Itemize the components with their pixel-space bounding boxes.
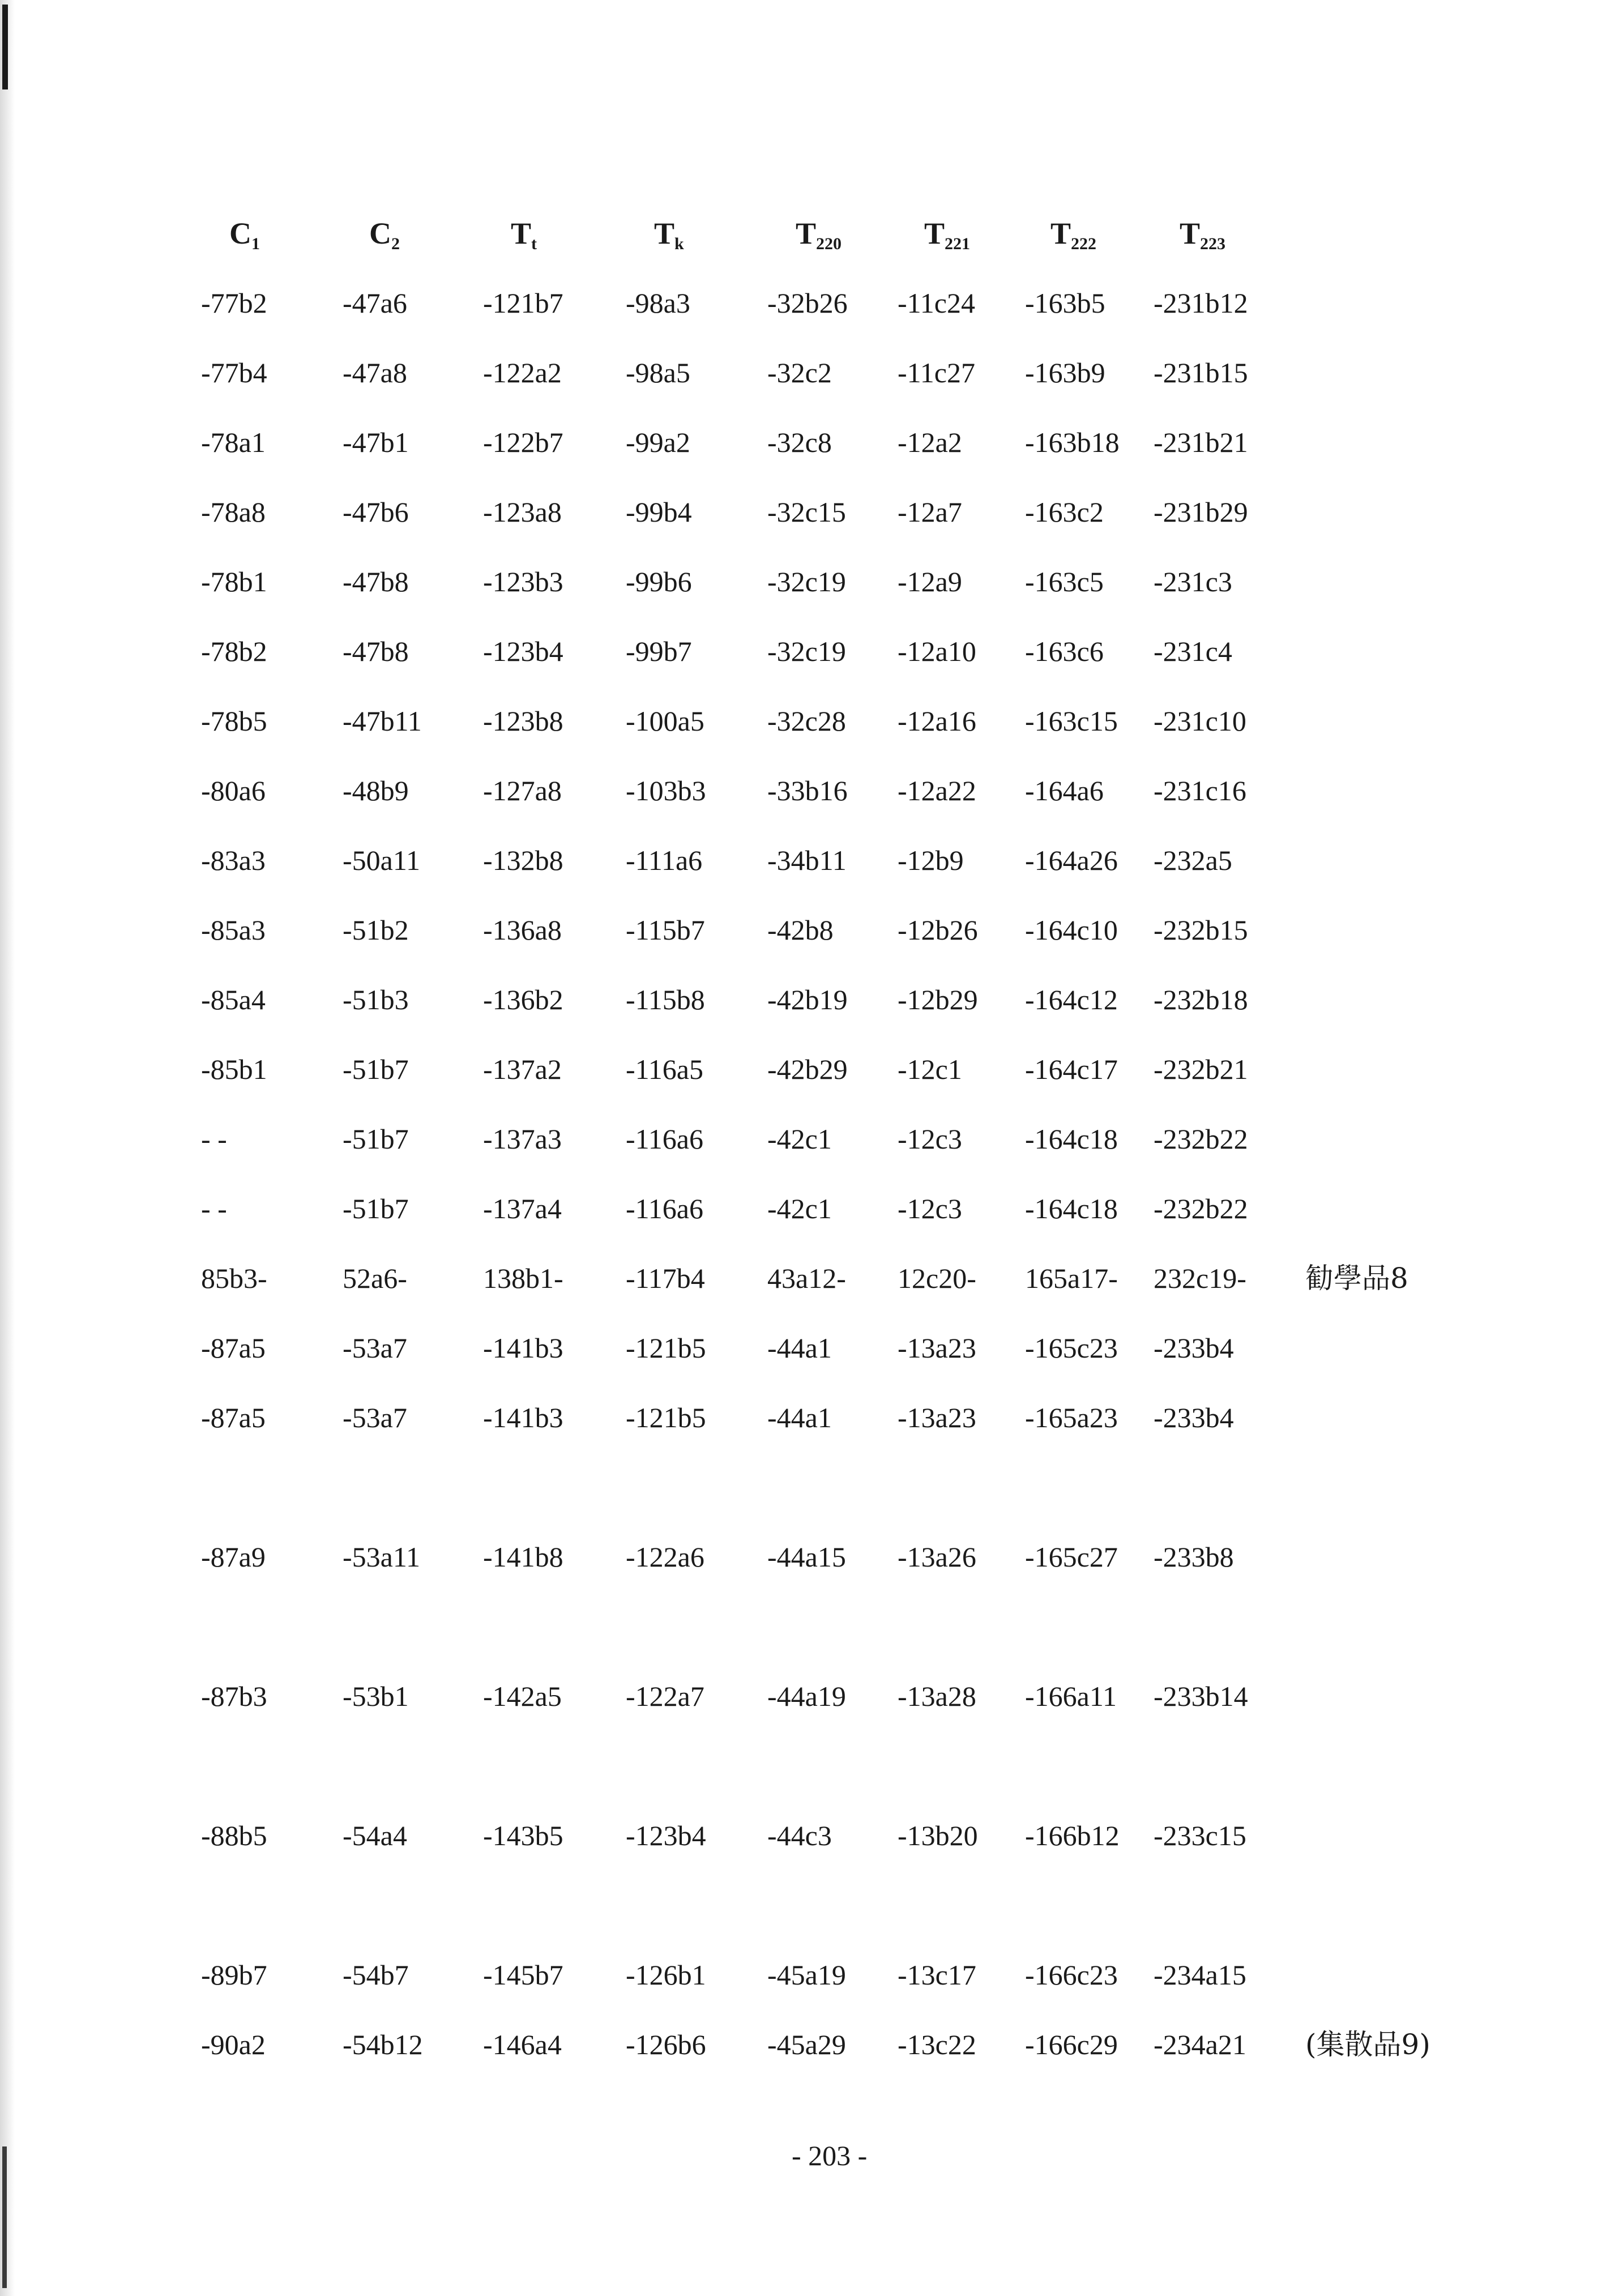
- table-cell: -85a4: [201, 984, 266, 1015]
- table-cell: -32c19: [767, 635, 846, 667]
- table-cell: -44a19: [767, 1680, 846, 1712]
- table-cell: -163c15: [1025, 705, 1118, 737]
- table-cell: -127a8: [483, 775, 562, 806]
- table-cell: -164a6: [1025, 775, 1104, 806]
- table-cell: -166b12: [1025, 1820, 1120, 1851]
- table-cell: -145b7: [483, 1959, 563, 1991]
- table-cell: -122a6: [626, 1541, 704, 1573]
- table-cell: 12c20-: [898, 1262, 976, 1294]
- table-cell: -233b8: [1154, 1541, 1234, 1573]
- table-cell: -231b29: [1154, 496, 1248, 528]
- table-cell: -47b1: [343, 426, 409, 458]
- column-header-subscript: 223: [1200, 234, 1226, 253]
- table-cell: -99b6: [626, 566, 692, 598]
- table-cell: -89b7: [201, 1959, 267, 1991]
- column-header: [654, 215, 684, 262]
- table-cell: -126b1: [626, 1959, 706, 1991]
- table-cell: -12a2: [898, 426, 962, 458]
- table-cell: -32c2: [767, 357, 832, 389]
- column-header-subscript: 222: [1071, 234, 1097, 253]
- table-cell: -136b2: [483, 984, 563, 1015]
- table-cell: -231c16: [1154, 775, 1246, 806]
- table-cell: -12a22: [898, 775, 976, 806]
- table-cell: -163c6: [1025, 635, 1104, 667]
- table-cell: -164c18: [1025, 1123, 1118, 1155]
- table-cell: -165c27: [1025, 1541, 1118, 1573]
- table-cell: -78a8: [201, 496, 266, 528]
- table-cell: -121b5: [626, 1332, 706, 1364]
- column-header-base: T: [511, 216, 532, 250]
- table-cell: -11c24: [898, 287, 975, 319]
- table-cell: -231b21: [1154, 426, 1248, 458]
- table-cell: -13c22: [898, 2029, 976, 2060]
- table-cell: -12a9: [898, 566, 962, 598]
- table-cell: -44c3: [767, 1820, 832, 1851]
- table-cell: -45a19: [767, 1959, 846, 1991]
- table-cell: -137a2: [483, 1053, 562, 1085]
- table-cell: -123b8: [483, 705, 563, 737]
- table-cell: -166c29: [1025, 2029, 1118, 2060]
- column-header: [924, 215, 970, 262]
- table-cell: -53b1: [343, 1680, 409, 1712]
- column-header: [1050, 215, 1096, 262]
- table-cell: 52a6-: [343, 1262, 407, 1294]
- table-cell: -32c8: [767, 426, 832, 458]
- table-cell: -231c3: [1154, 566, 1232, 598]
- table-cell: -83a3: [201, 844, 266, 876]
- table-cell: -87b3: [201, 1680, 267, 1712]
- table-cell: -88b5: [201, 1820, 267, 1851]
- table-cell: -13a26: [898, 1541, 976, 1573]
- table-cell: -33b16: [767, 775, 848, 806]
- table-cell: -47b8: [343, 635, 409, 667]
- table-cell: -164c18: [1025, 1193, 1118, 1224]
- table-cell: -141b3: [483, 1332, 563, 1364]
- page-number: - 203 -: [792, 2140, 868, 2171]
- table-cell: -53a7: [343, 1332, 407, 1364]
- table-cell: -13c17: [898, 1959, 976, 1991]
- table-cell: -164c10: [1025, 914, 1118, 946]
- table-cell: -51b3: [343, 984, 409, 1015]
- column-header: [1180, 215, 1225, 262]
- table-cell: -48b9: [343, 775, 409, 806]
- table-cell: -116a6: [626, 1193, 703, 1224]
- table-cell: -233b14: [1154, 1680, 1248, 1712]
- table-cell: -233b4: [1154, 1402, 1234, 1433]
- column-header-base: C: [369, 216, 391, 250]
- table-cell: -137a4: [483, 1193, 562, 1224]
- table-cell: -12b26: [898, 914, 978, 946]
- table-cell: 138b1-: [483, 1262, 563, 1294]
- table-cell: -12a10: [898, 635, 976, 667]
- table-cell: -47b6: [343, 496, 409, 528]
- table-cell: -121b5: [626, 1402, 706, 1433]
- table-cell: -164a26: [1025, 844, 1118, 876]
- scan-edge: [0, 0, 15, 2296]
- table-cell: -51b2: [343, 914, 409, 946]
- column-header-subscript: 1: [251, 234, 260, 253]
- table-cell: -12b29: [898, 984, 978, 1015]
- column-header-base: T: [796, 216, 817, 250]
- table-cell: -99b4: [626, 496, 692, 528]
- table-cell: -42c1: [767, 1193, 832, 1224]
- table-cell: -12b9: [898, 844, 964, 876]
- table-cell: -13a23: [898, 1332, 976, 1364]
- table-cell: -87a5: [201, 1332, 266, 1364]
- table-cell: -77b4: [201, 357, 267, 389]
- table-cell: -78b2: [201, 635, 267, 667]
- table-cell: -45a29: [767, 2029, 846, 2060]
- table-cell: -98a5: [626, 357, 690, 389]
- table-cell: -11c27: [898, 357, 975, 389]
- table-cell: -164c17: [1025, 1053, 1118, 1085]
- table-cell: -54b12: [343, 2029, 423, 2060]
- table-cell: -32c28: [767, 705, 846, 737]
- table-cell: -44a1: [767, 1332, 832, 1364]
- table-cell: - -: [201, 1193, 227, 1224]
- table-cell: -146a4: [483, 2029, 562, 2060]
- table-cell: -165a23: [1025, 1402, 1118, 1433]
- table-cell: -122a7: [626, 1680, 704, 1712]
- table-cell: -51b7: [343, 1123, 409, 1155]
- table-cell: -42b19: [767, 984, 848, 1015]
- column-header-subscript: 2: [391, 234, 400, 253]
- table-cell: -136a8: [483, 914, 562, 946]
- table-cell: -116a6: [626, 1123, 703, 1155]
- table-cell: -163b9: [1025, 357, 1105, 389]
- column-header-base: T: [654, 216, 675, 250]
- column-header-base: C: [229, 216, 251, 250]
- table-cell: -12c3: [898, 1193, 962, 1224]
- table-cell: -143b5: [483, 1820, 563, 1851]
- table-cell: -103b3: [626, 775, 706, 806]
- table-cell: -164c12: [1025, 984, 1118, 1015]
- column-header: [369, 215, 400, 262]
- table-cell: -232b22: [1154, 1123, 1248, 1155]
- table-cell: -163b5: [1025, 287, 1105, 319]
- table-cell: -165c23: [1025, 1332, 1118, 1364]
- table-cell: -231b12: [1154, 287, 1248, 319]
- column-header-subscript: 221: [945, 234, 971, 253]
- row-note: (集散品9): [1305, 2028, 1430, 2061]
- table-cell: -53a11: [343, 1541, 420, 1573]
- table-cell: -90a2: [201, 2029, 266, 2060]
- table-cell: -42c1: [767, 1123, 832, 1155]
- table-cell: -32c15: [767, 496, 846, 528]
- table-cell: -13b20: [898, 1820, 978, 1851]
- table-cell: -54a4: [343, 1820, 407, 1851]
- table-cell: -115b8: [626, 984, 705, 1015]
- table-cell: -126b6: [626, 2029, 706, 2060]
- table-cell: -32b26: [767, 287, 848, 319]
- table-cell: -142a5: [483, 1680, 562, 1712]
- table-cell: -234a15: [1154, 1959, 1246, 1991]
- table-cell: -123a8: [483, 496, 562, 528]
- table-cell: -12a16: [898, 705, 976, 737]
- table-cell: -12c1: [898, 1053, 962, 1085]
- table-cell: -99a2: [626, 426, 690, 458]
- table-cell: -132b8: [483, 844, 563, 876]
- table-cell: - -: [201, 1123, 227, 1155]
- column-header-base: T: [924, 216, 945, 250]
- table-cell: -44a15: [767, 1541, 846, 1573]
- table-cell: -111a6: [626, 844, 703, 876]
- table-cell: -122a2: [483, 357, 562, 389]
- table-cell: -51b7: [343, 1193, 409, 1224]
- table-cell: -87a5: [201, 1402, 266, 1433]
- table-cell: -12a7: [898, 496, 962, 528]
- scan-mark-top: [2, 5, 8, 89]
- column-header-subscript: t: [531, 234, 537, 253]
- table-cell: -116a5: [626, 1053, 703, 1085]
- scan-mark-bottom: [2, 2146, 7, 2288]
- table-cell: -163c5: [1025, 566, 1104, 598]
- table-cell: -163c2: [1025, 496, 1104, 528]
- table-cell: -231c4: [1154, 635, 1232, 667]
- table-cell: -85b1: [201, 1053, 267, 1085]
- table-cell: -99b7: [626, 635, 692, 667]
- table-cell: -231b15: [1154, 357, 1248, 389]
- table-cell: 43a12-: [767, 1262, 846, 1294]
- table-cell: -78b1: [201, 566, 267, 598]
- table-cell: -141b3: [483, 1402, 563, 1433]
- table-cell: -117b4: [626, 1262, 705, 1294]
- table-cell: -54b7: [343, 1959, 409, 1991]
- column-header: [796, 215, 842, 262]
- table-cell: -12c3: [898, 1123, 962, 1155]
- table-cell: -34b11: [767, 844, 847, 876]
- table-cell: 165a17-: [1025, 1262, 1118, 1294]
- table-cell: -231c10: [1154, 705, 1246, 737]
- table-cell: -42b29: [767, 1053, 848, 1085]
- table-cell: -232b15: [1154, 914, 1248, 946]
- table-cell: -123b4: [483, 635, 563, 667]
- table-cell: -13a28: [898, 1680, 976, 1712]
- table-cell: -123b4: [626, 1820, 706, 1851]
- table-cell: -166c23: [1025, 1959, 1118, 1991]
- table-cell: -32c19: [767, 566, 846, 598]
- table-cell: -233c15: [1154, 1820, 1246, 1851]
- table-cell: -47a6: [343, 287, 407, 319]
- table-cell: -122b7: [483, 426, 563, 458]
- table-cell: -121b7: [483, 287, 563, 319]
- table-cell: -85a3: [201, 914, 266, 946]
- table-cell: -163b18: [1025, 426, 1120, 458]
- table-cell: -77b2: [201, 287, 267, 319]
- table-cell: -115b7: [626, 914, 705, 946]
- column-header-subscript: k: [674, 234, 684, 253]
- table-cell: -78b5: [201, 705, 267, 737]
- table-cell: 232c19-: [1154, 1262, 1246, 1294]
- column-header-base: T: [1180, 216, 1201, 250]
- table-cell: -137a3: [483, 1123, 562, 1155]
- table-cell: -80a6: [201, 775, 266, 806]
- column-header-subscript: 220: [816, 234, 842, 253]
- table-cell: -44a1: [767, 1402, 832, 1433]
- table-cell: -232a5: [1154, 844, 1232, 876]
- table-cell: -233b4: [1154, 1332, 1234, 1364]
- table-cell: 85b3-: [201, 1262, 267, 1294]
- table-cell: -234a21: [1154, 2029, 1246, 2060]
- table-cell: -47b8: [343, 566, 409, 598]
- table-cell: -141b8: [483, 1541, 563, 1573]
- row-note: 勧學品8: [1305, 1262, 1408, 1295]
- table-cell: -100a5: [626, 705, 704, 737]
- table-cell: -51b7: [343, 1053, 409, 1085]
- column-header-base: T: [1050, 216, 1071, 250]
- table-cell: -47a8: [343, 357, 407, 389]
- table-cell: -232b18: [1154, 984, 1248, 1015]
- table-cell: -47b11: [343, 705, 422, 737]
- column-header: [511, 215, 537, 262]
- table-cell: -123b3: [483, 566, 563, 598]
- table-cell: -87a9: [201, 1541, 266, 1573]
- table-cell: -232b21: [1154, 1053, 1248, 1085]
- column-header: [229, 215, 260, 262]
- table-cell: -78a1: [201, 426, 266, 458]
- table-cell: -98a3: [626, 287, 690, 319]
- table-cell: -50a11: [343, 844, 420, 876]
- table-cell: -42b8: [767, 914, 834, 946]
- table-cell: -13a23: [898, 1402, 976, 1433]
- table-cell: -232b22: [1154, 1193, 1248, 1224]
- table-cell: -166a11: [1025, 1680, 1117, 1712]
- table-cell: -53a7: [343, 1402, 407, 1433]
